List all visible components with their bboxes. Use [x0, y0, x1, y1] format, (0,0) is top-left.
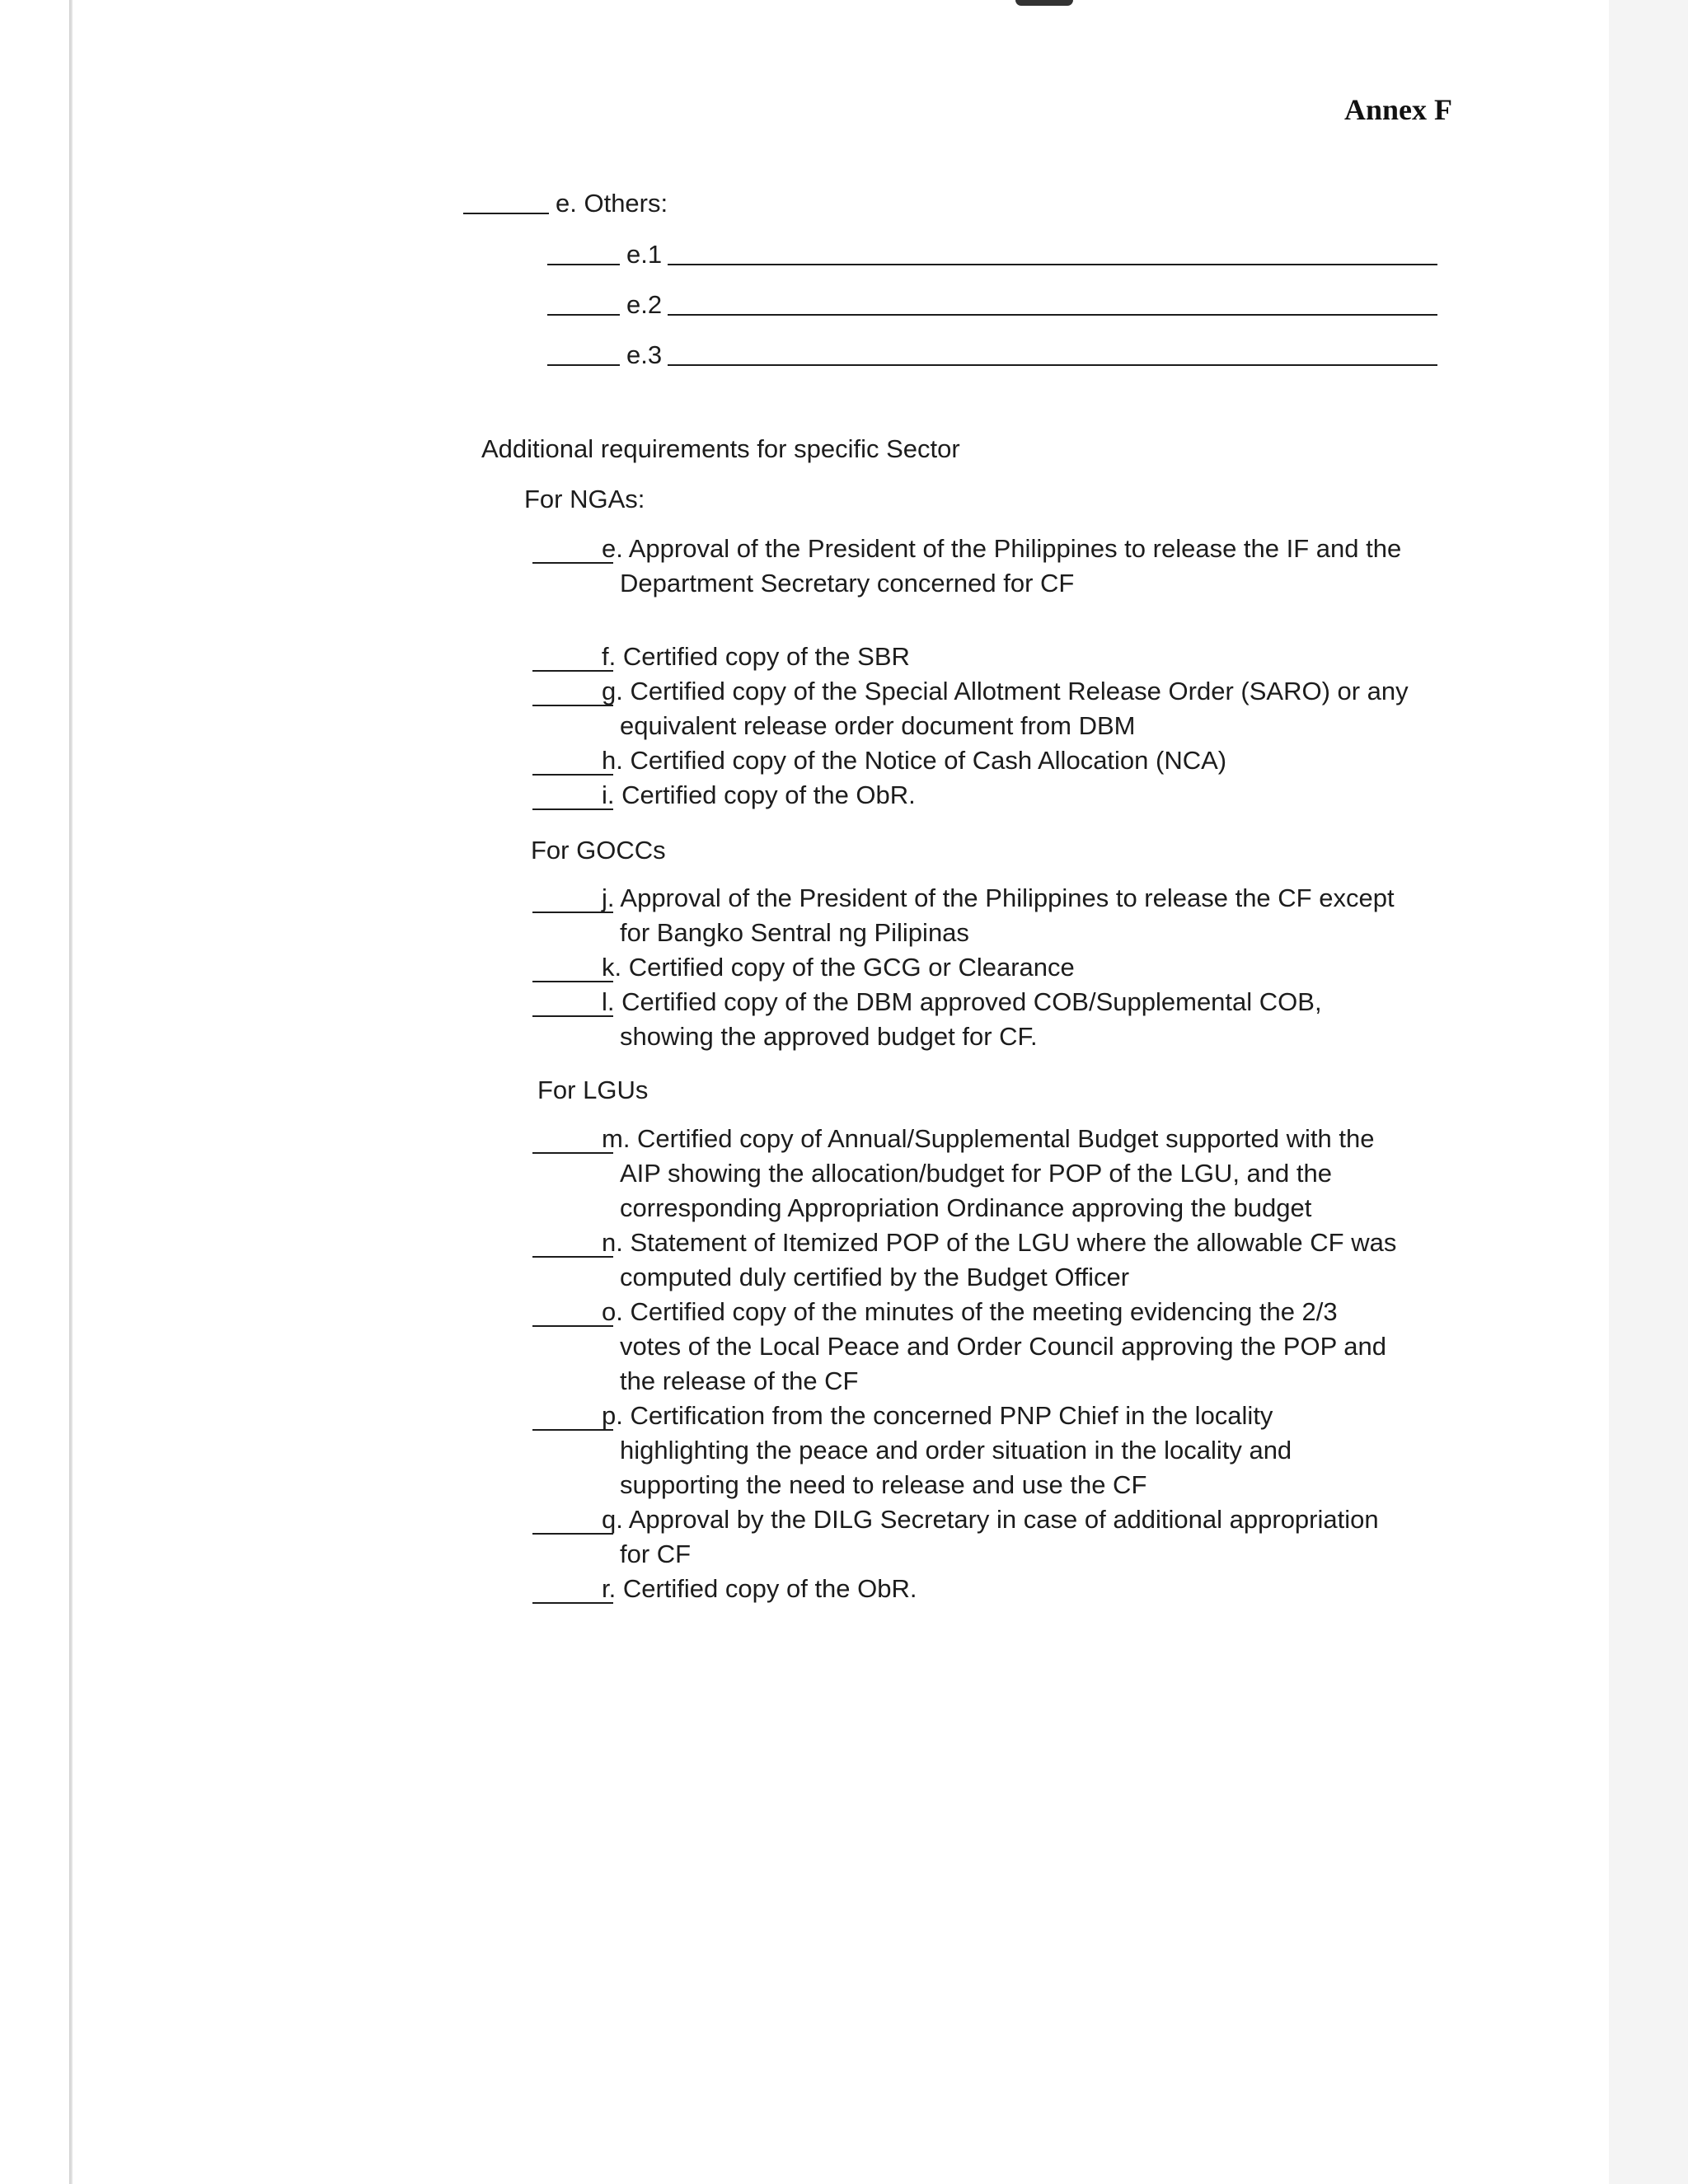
scan-right-margin — [1609, 0, 1688, 2184]
goccs-heading: For GOCCs — [531, 836, 666, 865]
requirement-item-ngas-e: e. Approval of the President of the Philippines to release the IF and the Department Secretary concerned for CF — [602, 534, 1402, 598]
requirement-item-ngas-f: f. Certified copy of the SBR — [602, 642, 910, 671]
checkbox-blank-others[interactable] — [463, 213, 549, 214]
others-label: e. Others: — [556, 189, 668, 218]
requirement-item-ngas-i: i. Certified copy of the ObR. — [602, 780, 916, 809]
others-fill-line-e2[interactable] — [668, 314, 1437, 316]
others-subitem-label: e.2 — [626, 290, 663, 319]
additional-requirements-heading: Additional requirements for specific Sector — [481, 434, 960, 463]
requirement-item-goccs-j: j. Approval of the President of the Philippines to release the CF except for Bangko Sentral ng Pilipinas — [602, 883, 1395, 947]
scan-left-edge — [69, 0, 73, 2184]
requirement-item-lgus-r: r. Certified copy of the ObR. — [602, 1574, 917, 1603]
requirement-item-lgus-p: p. Certification from the concerned PNP Chief in the locality highlighting the peace and order situation in the locality and supporting the need to release and use the CF — [602, 1401, 1292, 1499]
annex-title: Annex F — [1343, 93, 1452, 126]
requirement-item-lgus-m: m. Certified copy of Annual/Supplemental Budget supported with the AIP showing the allocation/budget for POP of the LGU, and the corresponding Appropriation Ordinance approving the budget — [602, 1124, 1375, 1222]
requirement-item-lgus-o: o. Certified copy of the minutes of the meeting evidencing the 2/3 votes of the Local Peace and Order Council approving the POP and the release of the CF — [602, 1297, 1387, 1395]
requirement-item-ngas-h: h. Certified copy of the Notice of Cash Allocation (NCA) — [602, 746, 1227, 775]
requirement-item-goccs-l: l. Certified copy of the DBM approved COB/Supplemental COB, showing the approved budget for CF. — [602, 987, 1322, 1051]
checkbox-blank-e1[interactable] — [547, 264, 620, 265]
checkbox-blank-e3[interactable] — [547, 364, 620, 366]
others-subitem-label: e.3 — [626, 340, 663, 369]
scan-top-mark — [1015, 0, 1073, 6]
others-fill-line-e1[interactable] — [668, 264, 1437, 265]
ngas-heading: For NGAs: — [524, 485, 645, 513]
checkbox-blank-e2[interactable] — [547, 314, 620, 316]
requirement-item-goccs-k: k. Certified copy of the GCG or Clearance — [602, 953, 1075, 982]
others-fill-line-e3[interactable] — [668, 364, 1437, 366]
lgus-heading: For LGUs — [537, 1076, 649, 1104]
requirement-item-ngas-g: g. Certified copy of the Special Allotment Release Order (SARO) or any equivalent release order document from DBM — [602, 677, 1409, 740]
others-subitem-label: e.1 — [626, 240, 663, 269]
requirement-item-lgus-n: n. Statement of Itemized POP of the LGU where the allowable CF was computed duly certified by the Budget Officer — [602, 1228, 1397, 1291]
requirement-item-lgus-q: q. Approval by the DILG Secretary in case of additional appropriation for CF — [602, 1505, 1379, 1568]
